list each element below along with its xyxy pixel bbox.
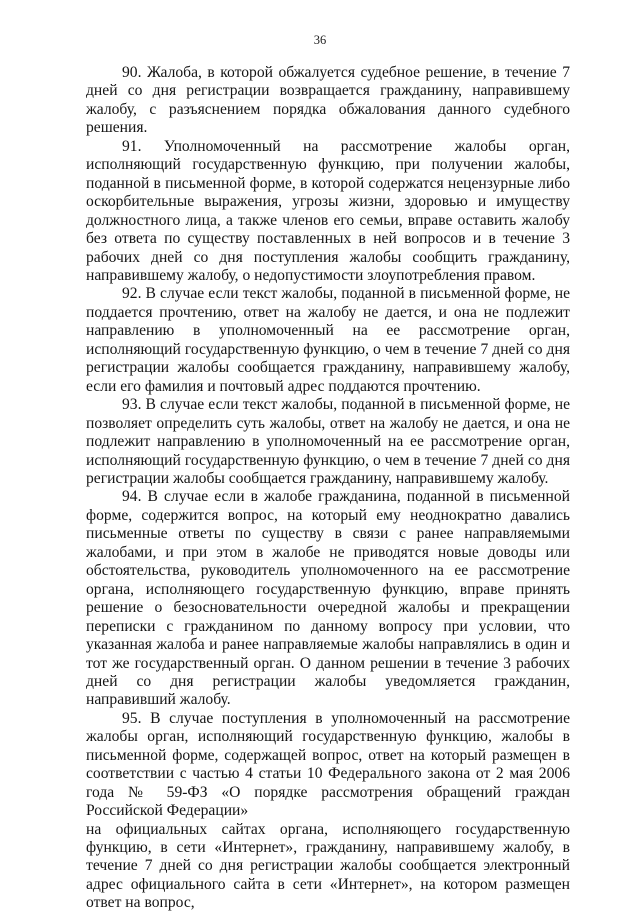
paragraph-90: 90. Жалоба, в которой обжалуется судебное решение, в течение 7 дней со дня регистрации возвращается гражданину, направившему жалобу, с разъяснением порядка обжалования данного судебного решения. bbox=[86, 64, 570, 137]
paragraph-94: 94. В случае если в жалобе гражданина, поданной в письменной форме, содержится вопрос, на который ему неоднократно давались письменные ответы по существу в связи с ранее направляемыми жалобами, и при этом в жалобе не приводятся новые доводы или обстоятельства, руководитель уполномоченного на ее рассмотрение органа, исполняющего государственную функцию, вправе принять решение о безосновательности очередной жалобы и прекращении переписки с гражданином по данному вопросу при условии, что указанная жалоба и ранее направляемые жалобы направлялись в один и тот же государственный орган. О данном решении в течение 3 рабочих дней со дня регистрации жалобы уведомляется гражданин, направивший жалобу. bbox=[86, 488, 570, 709]
document-body bbox=[86, 64, 570, 913]
paragraph-95-continuation: на официальных сайтах органа, исполняющего государственную функцию, в сети «Интернет», гражданину, направившему жалобу, в течение 7 дней со дня регистрации жалобы сообщается электронный адрес официального сайта в сети «Интернет», на котором размещен ответ на вопрос, bbox=[86, 820, 570, 912]
paragraph-95: 95. В случае поступления в уполномоченный на рассмотрение жалобы орган, исполняющий государственную функцию, жалобы в письменной форме, содержащей вопрос, ответ на который размещен в соответствии с частью 4 статьи 10 Федерального закона от 2 мая 2006 года № 59-ФЗ «О порядке рассмотрения обращений граждан Российской Федерации» bbox=[86, 709, 570, 820]
paragraph-93: 93. В случае если текст жалобы, поданной в письменной форме, не позволяет определить суть жалобы, ответ на жалобу не дается, и она не подлежит направлению в уполномоченный на ее рассмотрение орган, исполняющий государственную функцию, о чем в течение 7 дней со дня регистрации жалобы сообщается гражданину, направившему жалобу. bbox=[86, 396, 570, 487]
paragraph-91: 91. Уполномоченный на рассмотрение жалобы орган, исполняющий государственную функцию, при получении жалобы, поданной в письменной форме, в которой содержатся нецензурные либо оскорбительные выражения, угрозы жизни, здоровью и имуществу должностного лица, а также членов его семьи, вправе оставить жалобу без ответа по существу поставленных в ней вопросов и в течение 3 рабочих дней со дня поступления жалобы сообщить гражданину, направившему жалобу, о недопустимости злоупотребления правом. bbox=[86, 137, 570, 284]
paragraph-92: 92. В случае если текст жалобы, поданной в письменной форме, не поддается прочтению, ответ на жалобу не дается, и она не подлежит направлению в уполномоченный на ее рассмотрение орган, исполняющий государственную функцию, о чем в течение 7 дней со дня регистрации жалобы сообщается гражданину, направившему жалобу, если его фамилия и почтовый адрес поддаются прочтению. bbox=[86, 285, 570, 395]
page-number: 36 bbox=[313, 33, 327, 47]
